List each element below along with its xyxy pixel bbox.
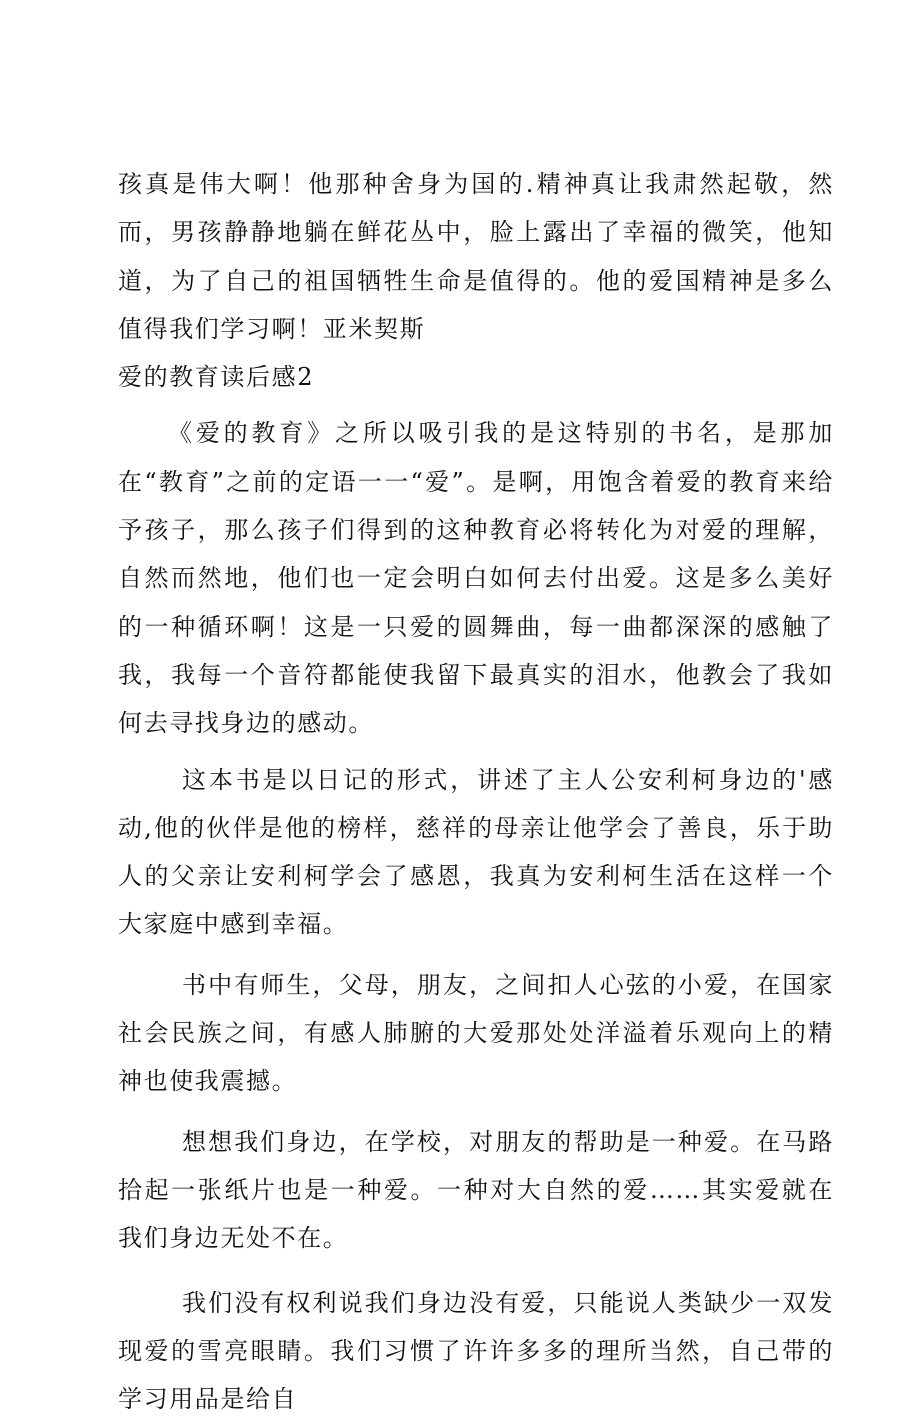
paragraph-continued: 孩真是伟大啊！他那种舍身为国的.精神真让我肃然起敬，然而，男孩静静地躺在鲜花丛中，脸上露出了幸福的微笑，他知道，为了自己的祖国牺牲生命是值得的。他的爱国精神是多么值得我们学习啊！亚米契斯 [118, 170, 834, 343]
paragraph-discover-love: 我们没有权利说我们身边没有爱，只能说人类缺少一双发现爱的雪亮眼睛。我们习惯了许许多多的理所当然，自己带的学习用品是给自 [118, 1288, 834, 1414]
paragraph-everyday-love: 想想我们身边，在学校，对朋友的帮助是一种爱。在马路拾起一张纸片也是一种爱。一种对大自然的爱……其实爱就在我们身边无处不在。 [118, 1127, 834, 1253]
paragraph-intro: 《爱的教育》之所以吸引我的是这特别的书名，是那加在“教育”之前的定语一一“爱”。是啊，用饱含着爱的教育来给予孩子，那么孩子们得到的这种教育必将转化为对爱的理解，自然而然地，他们也一定会明白如何去付出爱。这是多么美好的一种循环啊！这是一只爱的圆舞曲，每一曲都深深的感触了我，我每一个音符都能使我留下最真实的泪水，他教会了我如何去寻找身边的感动。 [118, 419, 834, 738]
section-heading: 爱的教育读后感2 [118, 363, 315, 392]
paragraph-love-types: 书中有师生，父母，朋友，之间扣人心弦的小爱，在国家社会民族之间，有感人肺腑的大爱那处处洋溢着乐观向上的精神也使我震撼。 [118, 970, 834, 1096]
paragraph-book-summary: 这本书是以日记的形式，讲述了主人公安利柯身边的'感动,他的伙伴是他的榜样，慈祥的母亲让他学会了善良，乐于助人的父亲让安利柯学会了感恩，我真为安利柯生活在这样一个大家庭中感到幸福。 [118, 765, 834, 939]
article-body [118, 160, 834, 1423]
